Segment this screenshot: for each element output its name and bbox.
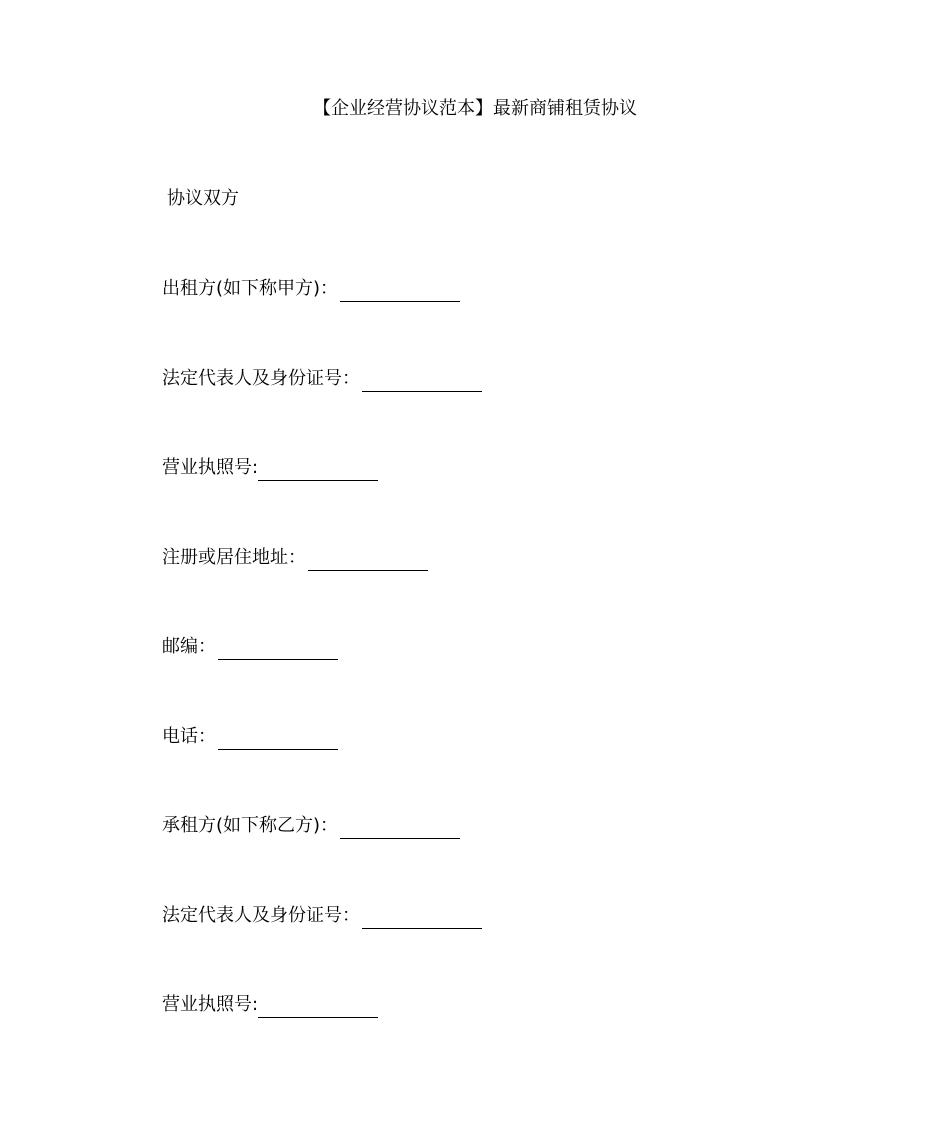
field-label: 出租方(如下称甲方)： bbox=[162, 278, 339, 299]
field-blank bbox=[362, 369, 482, 392]
field-lessor-address bbox=[162, 545, 862, 635]
field-lessee-legal-rep bbox=[162, 903, 862, 993]
field-blank bbox=[362, 906, 482, 929]
field-label: 营业执照号: bbox=[162, 994, 259, 1015]
field-label: 营业执照号: bbox=[162, 457, 259, 478]
party-fields bbox=[162, 276, 862, 1082]
field-blank bbox=[308, 548, 428, 571]
field-label: 法定代表人及身份证号： bbox=[162, 367, 360, 389]
field-blank bbox=[218, 637, 338, 660]
field-blank bbox=[258, 995, 378, 1018]
field-lessor-legal-rep bbox=[162, 366, 862, 456]
field-blank bbox=[340, 816, 460, 839]
field-lessor-postcode bbox=[162, 634, 862, 724]
field-blank bbox=[218, 727, 338, 750]
field-blank bbox=[258, 458, 378, 481]
field-blank bbox=[340, 279, 460, 302]
document-title: 【企业经营协议范本】最新商铺租赁协议 bbox=[313, 98, 637, 119]
field-lessee-license bbox=[162, 992, 862, 1082]
field-lessor bbox=[162, 276, 862, 366]
section-heading-parties: 协议双方 bbox=[167, 188, 239, 209]
field-label: 邮编： bbox=[162, 636, 216, 657]
field-lessor-license bbox=[162, 455, 862, 545]
field-label: 注册或居住地址： bbox=[162, 546, 306, 568]
field-label: 电话： bbox=[162, 725, 216, 747]
field-label: 法定代表人及身份证号： bbox=[162, 904, 360, 926]
field-lessee bbox=[162, 813, 862, 903]
field-label: 承租方(如下称乙方)： bbox=[162, 815, 339, 836]
field-lessor-phone bbox=[162, 724, 862, 814]
